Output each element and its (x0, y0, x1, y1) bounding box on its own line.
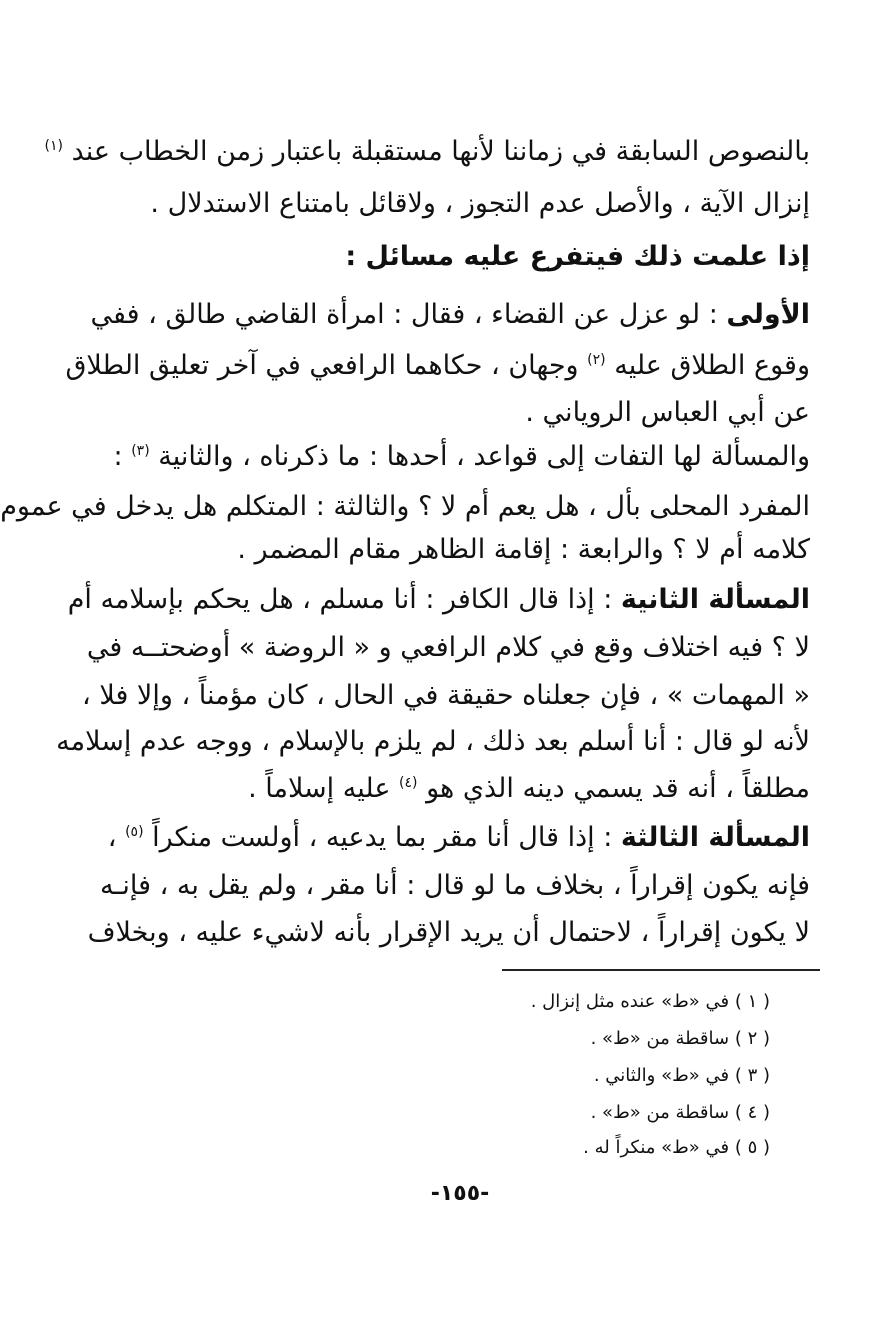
footnote-2: ( ٢ ) ساقطة من «ط» . (590, 1028, 770, 1049)
text-line-7-body: والمسألة لها التفات إلى قواعد ، أحدها : ما ذكرناه ، والثانية (158, 441, 810, 472)
footnote-ref-2: (٢) (587, 352, 606, 368)
text-line-11 (86, 628, 810, 668)
text-line-8-body: المفرد المحلى بأل ، هل يعم أم لا ؟ والثالثة : المتكلم هل يدخل في عموم (0, 491, 810, 522)
text-line-15-body: : إذا قال أنا مقر بما يدعيه ، أولست منكراً (152, 822, 613, 853)
page-number: -١٥٥- (430, 1181, 490, 1206)
heading-third: المسألة الثالثة (620, 822, 810, 853)
text-line-10 (67, 580, 810, 620)
footnote-1: ( ١ ) في «ط» عنده مثل إنزال . (530, 991, 770, 1012)
text-line-2-body: إنزال الآية ، والأصل عدم التجوز ، ولاقائل بامتناع الاستدلال . (150, 188, 810, 219)
text-line-16 (99, 866, 810, 906)
heading-second: المسألة الثانية (620, 584, 810, 615)
text-line-12-body: « المهمات » ، فإن جعلناه حقيقة في الحال ، كان مؤمناً ، وإلا فلا ، (82, 680, 810, 711)
text-line-2 (150, 184, 810, 224)
footnote-5: ( ٥ ) في «ط» منكراً له . (583, 1137, 770, 1158)
text-line-15: المسألة الثالثة : إذا قال أنا مقر بما يدعيه ، أولست منكراً $^{(٥)}$ ، (107, 822, 810, 853)
footnote-4: ( ٤ ) ساقطة من «ط» . (590, 1102, 770, 1123)
text-line-8 (0, 487, 810, 527)
text-line-6 (150, 393, 810, 433)
text-line-1 (44, 132, 810, 172)
footnote-3: ( ٣ ) في «ط» والثاني . (593, 1065, 770, 1086)
text-line-13-body: لأنه لو قال : أنا أسلم بعد ذلك ، لم يلزم بالإسلام ، ووجه عدم إسلامه (56, 726, 810, 757)
text-line-5 (65, 346, 810, 386)
text-line-11-body: لا ؟ فيه اختلاف وقع في كلام الرافعي و « الروضة » أوضحتــه في (86, 632, 810, 663)
text-line-17-body: لا يكون إقراراً ، لاحتمال أن يريد الإقرار بأنه لاشيء عليه ، وبخلاف (87, 917, 810, 948)
text-line-14 (150, 769, 810, 809)
text-line-7: والمسألة لها التفات إلى قواعد ، أحدها : ما ذكرناه ، والثانية $^{(٣)}$ : (113, 441, 810, 472)
text-line-4: الأولى : لو عزل عن القضاء ، فقال : امرأة القاضي طالق ، ففي (90, 299, 810, 330)
footnote-separator (502, 969, 820, 971)
text-line-4-body: لو عزل عن القضاء ، فقال : امرأة القاضي طالق ، ففي (90, 299, 701, 330)
text-line-1-body: بالنصوص السابقة في زماننا لأنها مستقبلة باعتبار زمن الخطاب عند (71, 136, 810, 167)
text-line-16-body: فإنه يكون إقراراً ، بخلاف ما لو قال : أنا مقر ، ولم يقل به ، فإنـه (99, 870, 810, 901)
text-line-5-body-b: وجهان ، حكاهما الرافعي في آخر تعليق الطلاق (65, 350, 579, 381)
footnote-ref-4: (٤) (399, 775, 418, 791)
footnote-ref-5: (٥) (125, 824, 144, 840)
text-line-9 (150, 530, 810, 570)
text-line-6-body: عن أبي العباس الروياني . (525, 397, 810, 428)
footnote-ref-3: (٣) (131, 443, 150, 459)
text-line-3 (150, 237, 810, 277)
text-line-5-body-a: وقوع الطلاق عليه (614, 350, 810, 381)
text-line-14-body-b: عليه إسلاماً . (248, 773, 391, 804)
text-line-9-body: كلامه أم لا ؟ والرابعة : إقامة الظاهر مقام المضمر . (237, 534, 810, 565)
text-line-3-body: إذا علمت ذلك فيتفرع عليه مسائل : (345, 241, 810, 272)
heading-first: الأولى (726, 299, 810, 330)
footnote-ref-1: (١) (44, 138, 63, 154)
text-line-17 (87, 913, 810, 953)
text-line-12 (82, 676, 810, 716)
text-line-14-body-a: مطلقاً ، أنه قد يسمي دينه الذي هو (426, 773, 810, 804)
text-line-10-body: : إذا قال الكافر : أنا مسلم ، هل يحكم بإسلامه أم (67, 584, 613, 615)
text-line-13 (56, 722, 810, 762)
